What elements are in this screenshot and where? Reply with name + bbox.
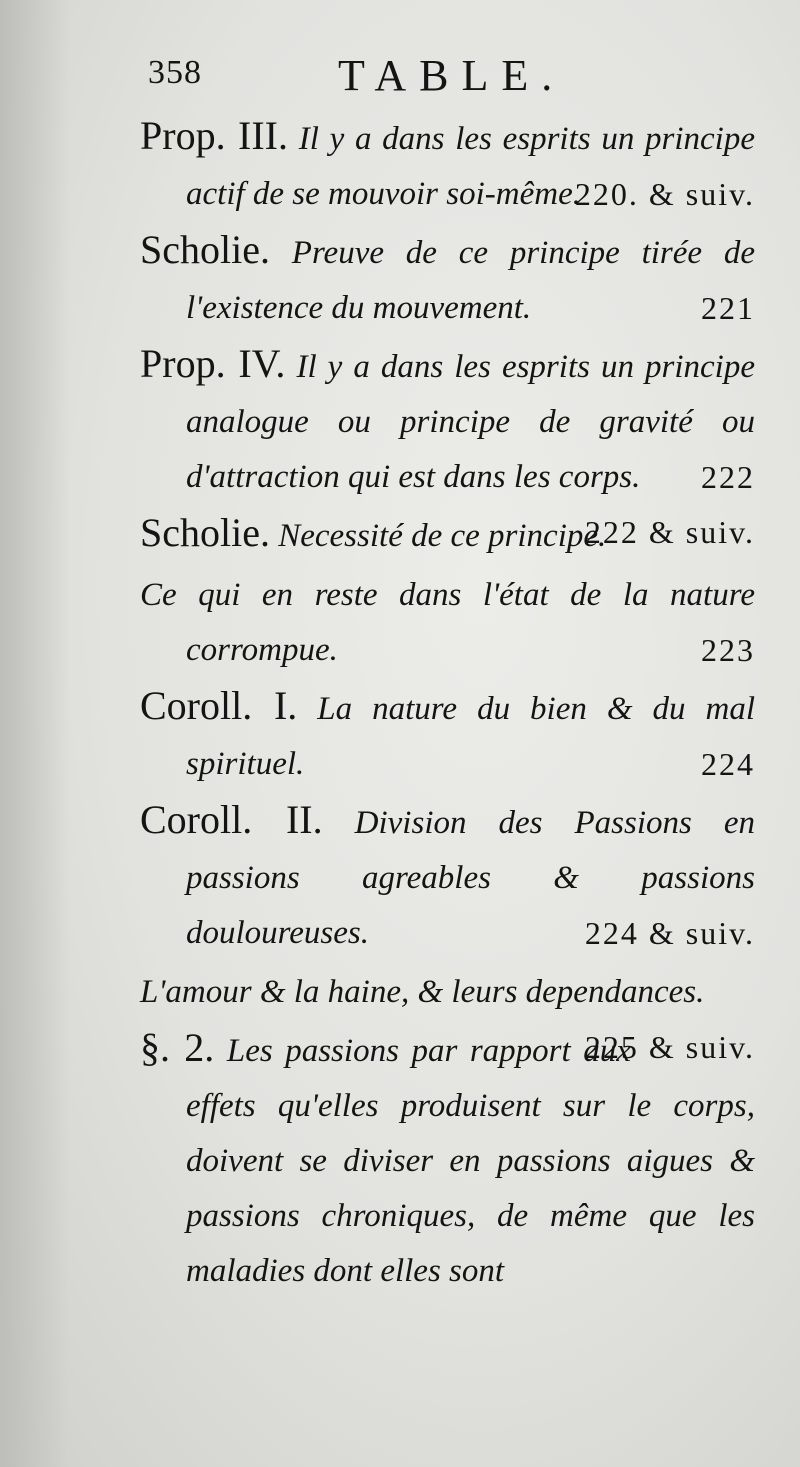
table-entry bbox=[140, 678, 755, 792]
entry-label: Scholie. bbox=[140, 227, 270, 272]
entry-text: Il y a dans les esprits un principe analogue ou principe de gravité ou d'attraction qui est dans les corps. bbox=[186, 349, 755, 495]
table-entry bbox=[140, 505, 755, 564]
table-entry bbox=[140, 222, 755, 336]
entry-label: Prop. III. bbox=[140, 113, 288, 158]
table-entry bbox=[140, 792, 755, 961]
entry-label: Prop. IV. bbox=[140, 341, 286, 386]
entry-page-ref: 224 & suiv. bbox=[584, 915, 755, 951]
entry-page-ref: 222 bbox=[701, 459, 755, 495]
entry-text: Preuve de ce principe tirée de l'existence du mouvement. bbox=[186, 235, 755, 326]
entry-text: Division des Passions en passions agreables & passions douloureuses. bbox=[186, 805, 755, 951]
entry-text: Ce qui en reste dans l'état de la nature corrompue. bbox=[140, 577, 755, 668]
entry-label: Scholie. bbox=[140, 510, 270, 555]
table-entry bbox=[140, 564, 755, 678]
entry-text: Il y a dans les esprits un principe actif de se mouvoir soi-même. bbox=[186, 121, 756, 212]
table-entries bbox=[140, 108, 755, 1299]
entry-page-ref: 220. & suiv. bbox=[574, 176, 755, 212]
entry-page-ref: 224 bbox=[701, 746, 755, 782]
entry-text: Les passions par rapport aux effets qu'elles produisent sur le corps, doivent se diviser en passions aigues & passions chroniques, de même que les maladies dont elles sont bbox=[186, 1033, 755, 1289]
entry-text: Necessité de ce principe. bbox=[278, 518, 607, 554]
entry-page-ref: 223 bbox=[701, 632, 755, 668]
entry-text: L'amour & la haine, & leurs dependances. bbox=[140, 974, 705, 1010]
page-header bbox=[148, 50, 758, 100]
entry-page-ref: 225 & suiv. bbox=[584, 1029, 755, 1065]
table-entry bbox=[140, 108, 755, 222]
entry-page-ref: 222 & suiv. bbox=[584, 514, 755, 550]
entry-page-ref: 221 bbox=[701, 290, 755, 326]
entry-label: Coroll. II. bbox=[140, 797, 323, 842]
page-gutter-shadow bbox=[0, 0, 70, 1467]
entry-label: §. 2. bbox=[140, 1025, 215, 1070]
running-title: TABLE. bbox=[338, 51, 566, 100]
page-number: 358 bbox=[148, 54, 202, 91]
entry-text: La nature du bien & du mal spirituel. bbox=[186, 691, 756, 782]
table-entry bbox=[140, 336, 755, 505]
table-entry bbox=[140, 961, 755, 1065]
entry-label: Coroll. I. bbox=[140, 683, 298, 728]
